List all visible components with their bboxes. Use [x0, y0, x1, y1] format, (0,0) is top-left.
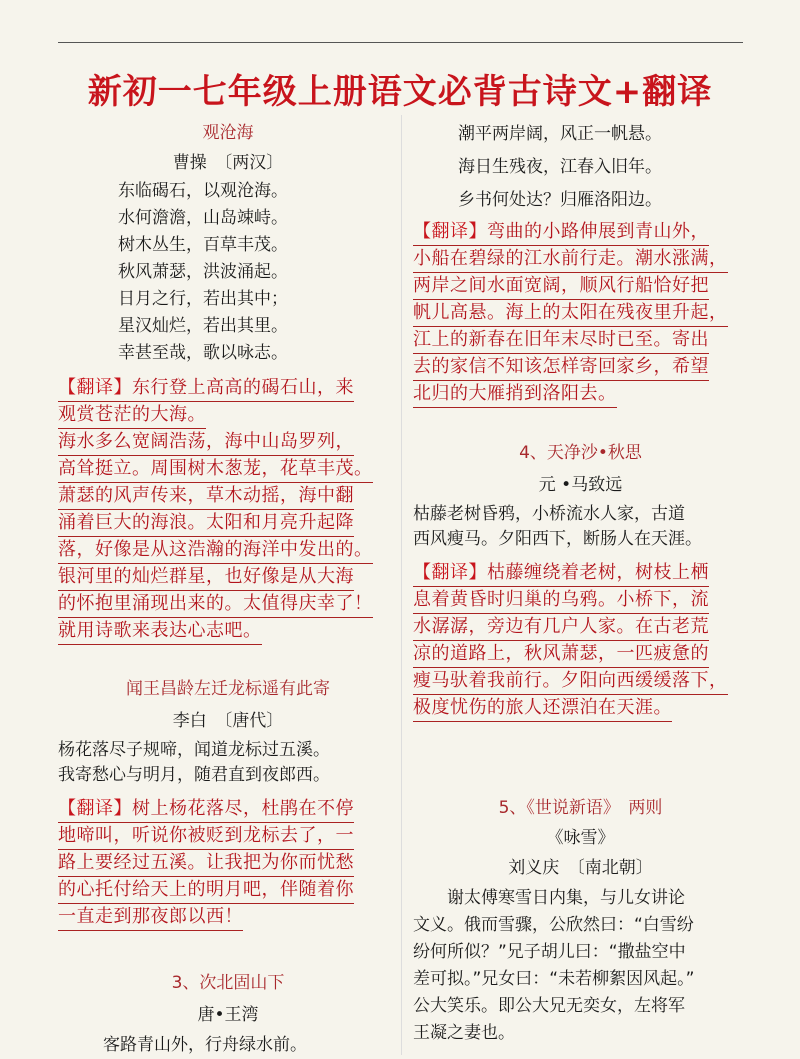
- translation-label: 【翻译】: [58, 377, 132, 398]
- translation-line: 就用诗歌来表达心志吧。: [58, 618, 262, 645]
- translation-line: 落，好像是从这浩瀚的海洋中发出的。: [58, 537, 373, 564]
- section-tian-jing-sha: [413, 438, 748, 722]
- translation-text: 枯藤缠绕着老树，树枝上栖: [487, 562, 709, 583]
- prose-lines: [413, 885, 748, 1047]
- translation-line: 两岸之间水面宽阔，顺风行船恰好把: [413, 273, 709, 300]
- poem-title: 4、天净沙•秋思: [519, 443, 642, 463]
- translation-line: 一直走到那夜郎以西！: [58, 904, 243, 931]
- poem-title: 《咏雪》: [546, 828, 615, 848]
- text-line: 枯藤老树昏鸦，小桥流水人家，古道: [413, 504, 685, 524]
- text-line: 杨花落尽子规啼，闻道龙标过五溪。: [58, 740, 330, 760]
- section-ci-bei-gu-shan-continued: [413, 118, 748, 408]
- translation-line: 北归的大雁捎到洛阳去。: [413, 381, 617, 408]
- text-line: 谢太傅寒雪日内集，与儿女讲论: [413, 888, 685, 908]
- poem-lines: [58, 1032, 398, 1059]
- section-shi-shuo-xin-yu: [413, 793, 748, 1047]
- text-line: 纷何所似？”兄子胡儿曰：“撒盐空中: [413, 942, 686, 962]
- section-wen-wang-changling: [58, 674, 398, 931]
- translation-label: 【翻译】: [58, 798, 132, 819]
- poem-author: 刘义庆 〔南北朝〕: [508, 858, 653, 878]
- poem-author: 曹操 〔两汉〕: [172, 153, 284, 173]
- translation-line: 萧瑟的风声传来，草木动摇，海中翻: [58, 483, 354, 510]
- poem-title: 闻王昌龄左迁龙标遥有此寄: [126, 679, 330, 699]
- translation-line: 江上的新春在旧年末尽时已至。寄出: [413, 327, 709, 354]
- poem-lines: [413, 502, 748, 552]
- text-line: 文义。俄而雪骤，公欣然曰：“白雪纷: [413, 915, 694, 935]
- translation-line: 小船在碧绿的江水前行走。潮水涨满，: [413, 246, 728, 273]
- section-title: 5、《世说新语》 两则: [498, 798, 663, 818]
- translation-line: 路上要经过五溪。让我把为你而忧愁: [58, 850, 354, 877]
- text-line: 我寄愁心与明月，随君直到夜郎西。: [58, 765, 330, 785]
- poem-author: 李白 〔唐代〕: [172, 711, 284, 731]
- translation-line: [58, 796, 354, 823]
- translation-line: [58, 375, 354, 402]
- translation-text: 弯曲的小路伸展到青山外，: [487, 221, 709, 242]
- text-line: 星汉灿烂，若出其里。: [118, 316, 288, 336]
- translation-line: 去的家信不知该怎样寄回家乡，希望: [413, 354, 709, 381]
- translation: [413, 560, 748, 722]
- translation-line: 息着黄昏时归巢的乌鸦。小桥下，流: [413, 587, 709, 614]
- text-line: 乡书何处达？归雁洛阳边。: [458, 190, 662, 210]
- section-ci-bei-gu-shan: [58, 968, 398, 1059]
- text-line: 西风瘦马。夕阳西下，断肠人在天涯。: [413, 529, 702, 549]
- translation-line: 极度忧伤的旅人还漂泊在天涯。: [413, 695, 672, 722]
- text-line: 幸甚至哉，歌以咏志。: [118, 343, 288, 363]
- poem-title: 观沧海: [202, 123, 254, 143]
- section-guan-cang-hai: [58, 118, 398, 645]
- column-divider: [401, 115, 402, 1055]
- text-line: 潮平两岸阔，风正一帆悬。: [458, 124, 662, 144]
- translation-line: 瘦马驮着我前行。夕阳向西缓缓落下，: [413, 668, 728, 695]
- text-line: 日月之行，若出其中；: [118, 289, 288, 309]
- translation-line: 的心托付给天上的明月吧，伴随着你: [58, 877, 354, 904]
- text-line: 东临碣石，以观沧海。: [118, 181, 288, 201]
- translation-line: 地啼叫，听说你被贬到龙标去了，一: [58, 823, 354, 850]
- translation-line: 高耸挺立。周围树木葱茏，花草丰茂。: [58, 456, 373, 483]
- translation-label: 【翻译】: [413, 562, 487, 583]
- text-line: 树木丛生，百草丰茂。: [118, 235, 288, 255]
- page-title: 新初一七年级上册语文必背古诗文+翻译: [87, 72, 713, 112]
- translation-line: 观赏苍茫的大海。: [58, 402, 206, 429]
- text-line: 海日生残夜，江春入旧年。: [458, 157, 662, 177]
- translation-line: 水潺潺，旁边有几户人家。在古老荒: [413, 614, 709, 641]
- text-line: 秋风萧瑟，洪波涌起。: [118, 262, 288, 282]
- poem-author: 元 •马致远: [538, 475, 623, 495]
- poem-lines: [413, 118, 748, 217]
- translation-line: 凉的道路上，秋风萧瑟，一匹疲惫的: [413, 641, 709, 668]
- poem-lines: [58, 738, 398, 788]
- top-rule: [58, 42, 743, 43]
- translation-line: [413, 219, 709, 246]
- translation: [413, 219, 748, 408]
- translation-line: 帆儿高悬。海上的太阳在残夜里升起，: [413, 300, 728, 327]
- translation-line: 涌着巨大的海浪。太阳和月亮升起降: [58, 510, 354, 537]
- translation-label: 【翻译】: [413, 221, 487, 242]
- translation-line: [413, 560, 709, 587]
- poem-lines: [58, 178, 398, 367]
- translation-text: 东行登上高高的碣石山，来: [132, 377, 354, 398]
- translation-text: 树上杨花落尽，杜鹃在不停: [132, 798, 354, 819]
- translation: [58, 375, 398, 645]
- text-line: 客路青山外，行舟绿水前。: [103, 1035, 307, 1055]
- translation-line: 银河里的灿烂群星，也好像是从大海: [58, 564, 354, 591]
- poem-author: 唐•王湾: [197, 1005, 259, 1025]
- poem-title: 3、次北固山下: [171, 973, 285, 993]
- translation-line: 海水多么宽阔浩荡，海中山岛罗列，: [58, 429, 354, 456]
- translation: [58, 796, 398, 931]
- text-line: 王凝之妻也。: [413, 1023, 515, 1043]
- text-line: 公大笑乐。即公大兄无奕女，左将军: [413, 996, 685, 1016]
- text-line: 水何澹澹，山岛竦峙。: [118, 208, 288, 228]
- translation-line: 的怀抱里涌现出来的。太值得庆幸了！: [58, 591, 373, 618]
- text-line: 差可拟。”兄女曰：“未若柳絮因风起。”: [413, 969, 695, 989]
